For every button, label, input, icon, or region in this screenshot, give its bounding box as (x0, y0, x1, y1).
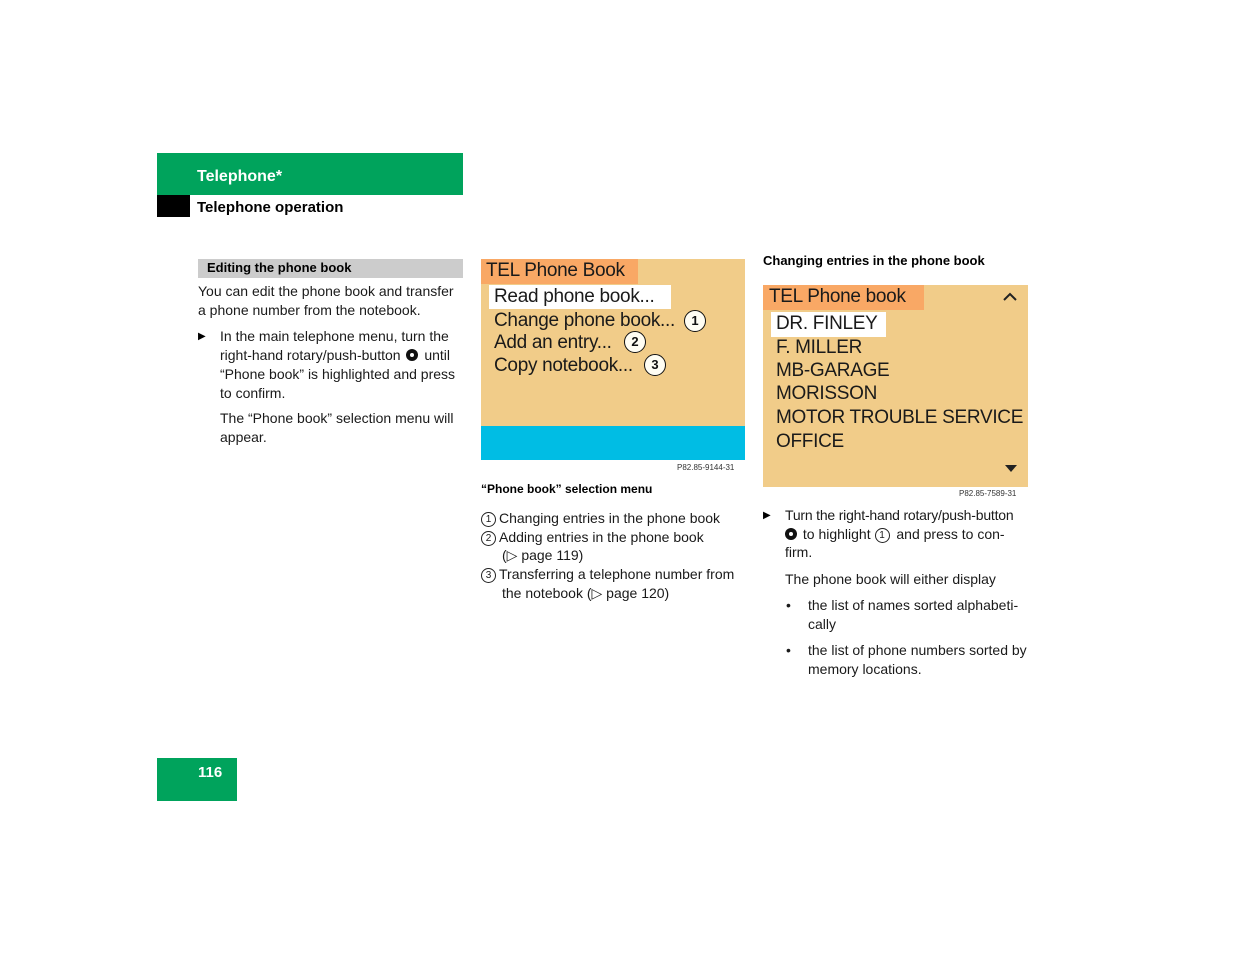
rotary-button-icon (406, 349, 418, 361)
callout-2: 2 (624, 331, 646, 353)
entry-motor-trouble-service[interactable]: MOTOR TROUBLE SERVICE (776, 407, 1024, 428)
legend-item-3 (481, 565, 751, 584)
right-step-text-c: and press to con- (896, 526, 1005, 542)
step-arrow-icon-2: ▶ (763, 510, 771, 521)
result-paragraph: The “Phone book” selection menu will appear. (220, 410, 454, 445)
menu-item-copy-notebook[interactable]: Copy notebook... (494, 355, 633, 376)
right-step-line-3: firm. (785, 544, 813, 560)
bullet-dot-1: • (786, 597, 791, 613)
right-step-number: 1 (875, 528, 890, 543)
right-step-line-1: Turn the right-hand rotary/push-button (785, 507, 1014, 523)
chapter-title: Telephone* (197, 168, 283, 185)
callout-3: 3 (644, 354, 666, 376)
legend-text-3a: Transferring a telephone number from (499, 566, 735, 582)
scroll-up-icon[interactable] (1003, 292, 1017, 302)
bullet-1-line-2: cally (808, 616, 837, 632)
menu-item-read-phone-book[interactable]: Read phone book... (494, 286, 655, 307)
bullet-2-line-2: memory locations. (808, 661, 922, 677)
rotary-button-icon-2 (785, 528, 797, 540)
image-code-2: P82.85-7589-31 (959, 489, 1017, 498)
legend-number-2: 2 (481, 531, 496, 546)
entry-office[interactable]: OFFICE (776, 431, 844, 452)
instruction-step-text-a: In the main telephone menu, turn the right-hand rotary/push-button (220, 328, 449, 363)
phone-book-list-screen (763, 285, 1028, 487)
section-tab-marker (157, 195, 190, 217)
legend-text-2a: Adding entries in the phone book (499, 529, 704, 545)
instruction-step (220, 327, 464, 403)
intro-paragraph: You can edit the phone book and transfer a phone number from the notebook. (198, 283, 454, 318)
right-heading: Changing entries in the phone book (763, 253, 985, 268)
entry-mb-garage[interactable]: MB-GARAGE (776, 360, 890, 381)
subsection-title: Editing the phone book (207, 260, 352, 275)
legend-number-3: 3 (481, 568, 496, 583)
image-code: P82.85-9144-31 (677, 463, 735, 472)
step-arrow-icon: ▶ (198, 331, 206, 342)
phone-book-menu-screen (481, 259, 745, 460)
scroll-down-icon[interactable] (1004, 464, 1018, 473)
page-number: 116 (198, 764, 223, 781)
bullet-2-line-1: the list of phone numbers sorted by (808, 642, 1027, 658)
bullet-dot-2: • (786, 642, 791, 658)
figure-caption: “Phone book” selection menu (481, 482, 653, 496)
legend-number-1: 1 (481, 512, 496, 527)
section-title: Telephone operation (197, 199, 344, 216)
legend-text-1: Changing entries in the phone book (499, 510, 721, 526)
screen2-title: TEL Phone book (769, 286, 906, 307)
bullet-1-line-1: the list of names sorted alphabeti- (808, 597, 1019, 613)
instruction-step-text-b: until “Phone book” is highlighted and press to confirm. (220, 347, 456, 401)
screen-title: TEL Phone Book (486, 260, 625, 281)
page-number-box (157, 758, 237, 801)
screen-status-strip (481, 426, 745, 460)
legend-item-2 (481, 528, 751, 547)
callout-1: 1 (684, 310, 706, 332)
menu-item-add-entry[interactable]: Add an entry... (494, 332, 612, 353)
right-result: The phone book will either display (785, 571, 996, 587)
entry-morisson[interactable]: MORISSON (776, 383, 878, 404)
entry-f-miller[interactable]: F. MILLER (776, 337, 862, 358)
right-step-text-b: to highlight (802, 526, 871, 542)
right-step-line-2 (785, 525, 1005, 544)
entry-dr-finley[interactable]: DR. FINLEY (776, 313, 878, 334)
legend-item-1 (481, 509, 751, 528)
legend-text-3b: the notebook (▷ page 120) (502, 585, 670, 601)
menu-item-change-phone-book[interactable]: Change phone book... (494, 310, 675, 331)
legend-text-2b: (▷ page 119) (502, 547, 584, 563)
